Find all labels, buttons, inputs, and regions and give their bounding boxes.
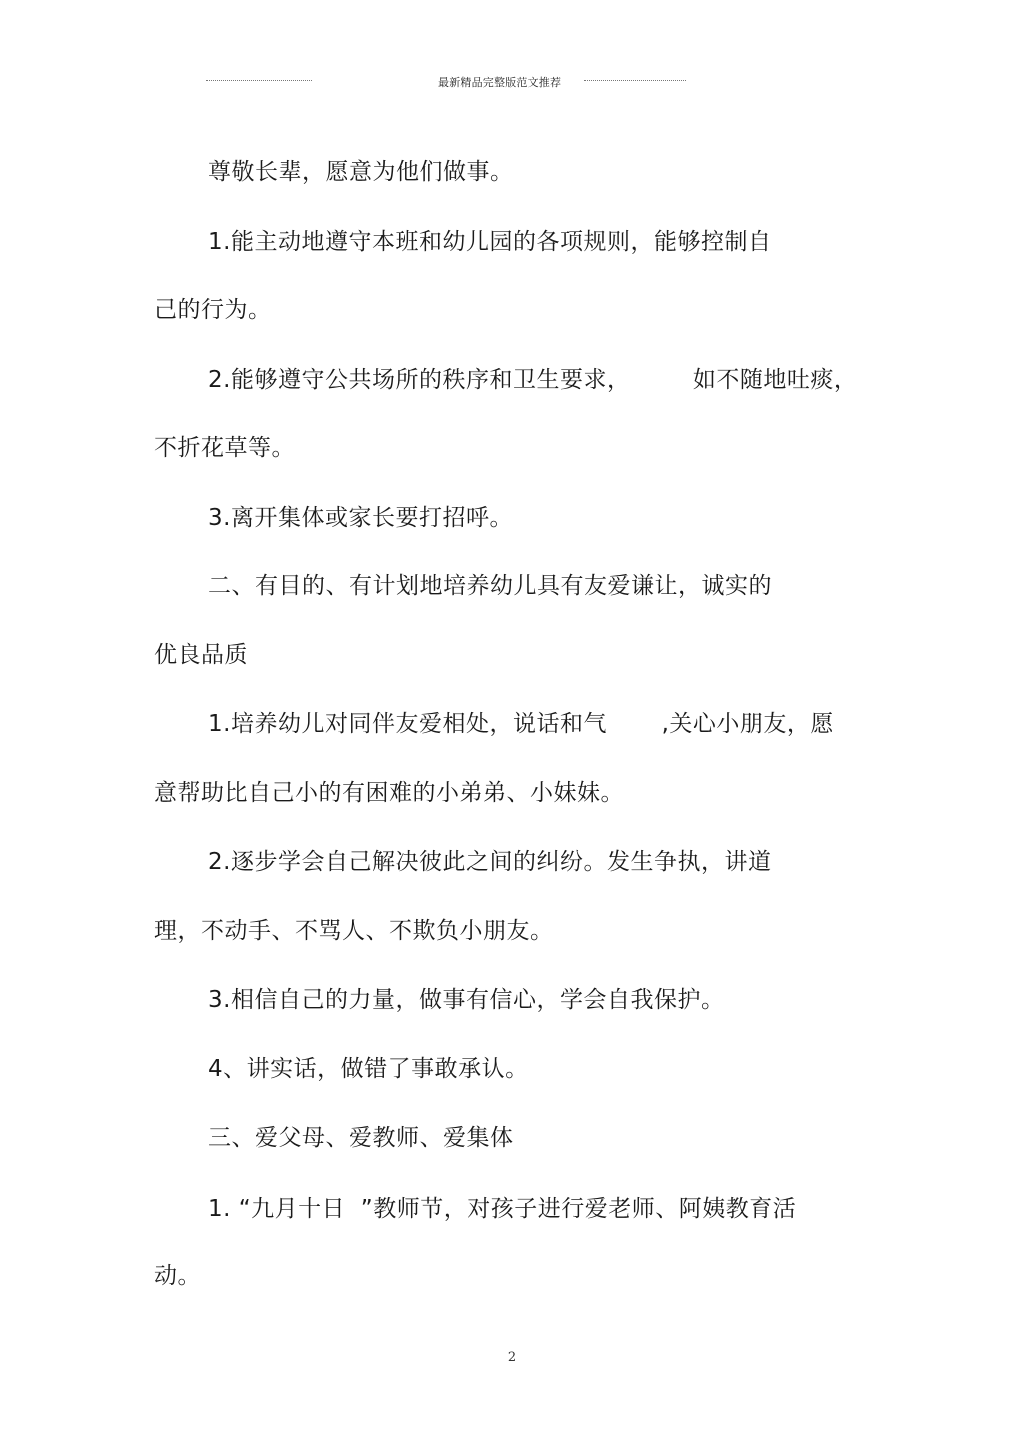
body-line: 3.离开集体或家长要打招呼。 bbox=[208, 505, 513, 531]
page-header bbox=[206, 72, 686, 92]
body-line: 理，不动手、不骂人、不欺负小朋友。 bbox=[154, 918, 554, 944]
page-number: 2 bbox=[507, 1350, 517, 1365]
body-line: 2.逐步学会自己解决彼此之间的纠纷。发生争执，讲道 bbox=[208, 849, 772, 875]
body-line: 1.培养幼儿对同伴友爱相处，说话和气 ,关心小朋友，愿 bbox=[208, 711, 834, 737]
body-line: 尊敬长辈，愿意为他们做事。 bbox=[208, 159, 514, 185]
header-dotted-rule-left bbox=[206, 80, 312, 81]
body-line: 4、讲实话，做错了事敢承认。 bbox=[208, 1056, 529, 1082]
body-line: 1.能主动地遵守本班和幼儿园的各项规则，能够控制自 bbox=[208, 229, 772, 255]
body-line: 意帮助比自己小的有困难的小弟弟、小妹妹。 bbox=[154, 780, 624, 806]
header-title: 最新精品完整版范文推荐 bbox=[438, 76, 562, 89]
section-heading: 二、有目的、有计划地培养幼儿具有友爱谦让，诚实的 bbox=[208, 573, 772, 599]
body-line: 不折花草等。 bbox=[154, 435, 295, 461]
header-dotted-rule-right bbox=[584, 80, 686, 81]
body-line: 己的行为。 bbox=[154, 297, 272, 323]
body-line: 3.相信自己的力量，做事有信心，学会自我保护。 bbox=[208, 987, 725, 1013]
section-heading-continued: 优良品质 bbox=[154, 642, 248, 668]
body-line: 1. “九月十日 ”教师节，对孩子进行爱老师、阿姨教育活 bbox=[208, 1196, 797, 1222]
section-heading: 三、爱父母、爱教师、爱集体 bbox=[208, 1125, 514, 1151]
body-line: 2.能够遵守公共场所的秩序和卫生要求， 如不随地吐痰， bbox=[208, 367, 858, 393]
body-line: 动。 bbox=[154, 1263, 201, 1289]
